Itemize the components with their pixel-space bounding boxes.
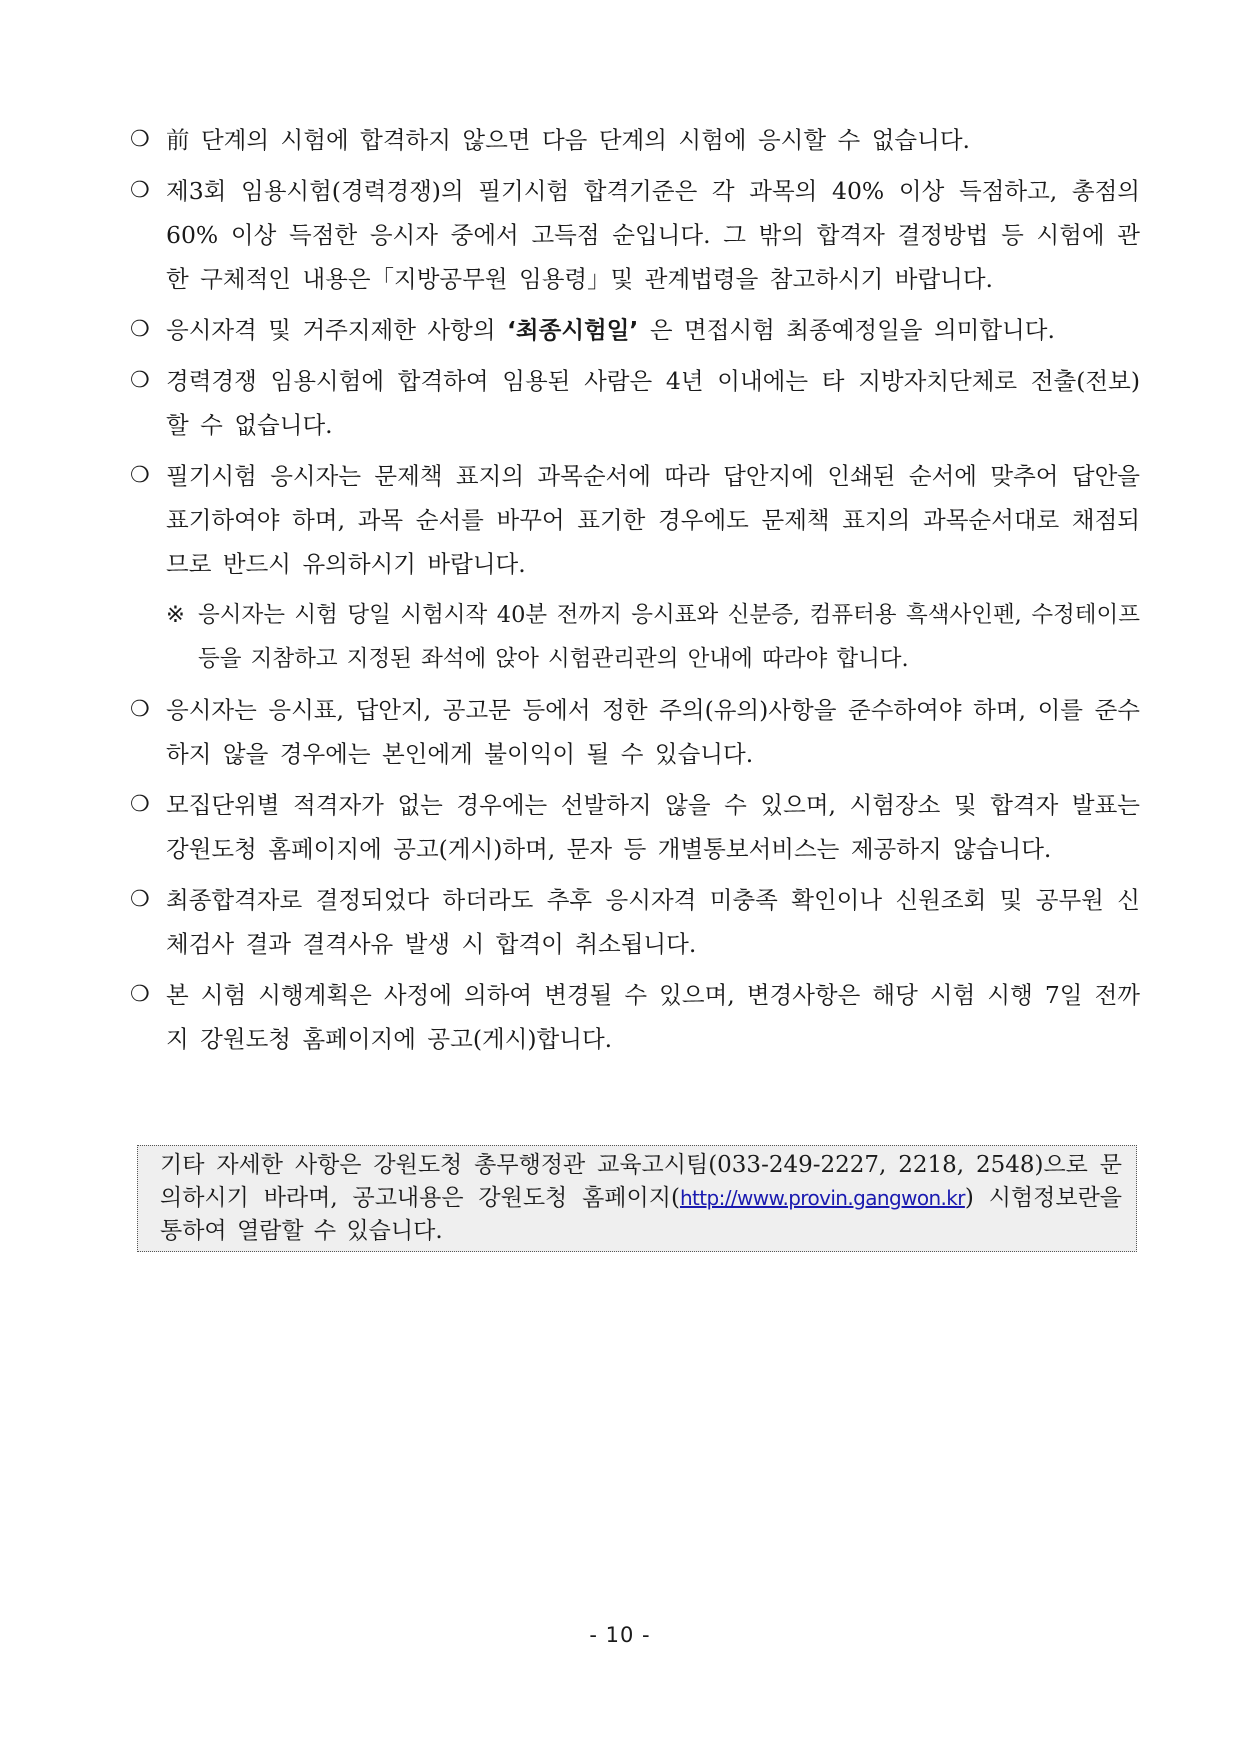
reference-note [130,593,1140,681]
list-item [130,783,1140,871]
list-item [130,359,1140,447]
circle-bullet-icon: ❍ [130,127,150,152]
list-item [130,878,1140,966]
item-text: 응시자는 응시표, 답안지, 공고문 등에서 정한 주의(유의)사항을 준수하여야 하며, 이를 준수하지 않을 경우에는 본인에게 불이익이 될 수 있습니다. [166,696,1140,768]
list-item [130,118,1140,162]
item-text-before: 응시자격 및 거주지제한 사항의 [166,316,507,344]
item-text: 모집단위별 적격자가 없는 경우에는 선발하지 않을 수 있으며, 시험장소 및 합격자 발표는 강원도청 홈페이지에 공고(게시)하며, 문자 등 개별통보서비스는 제공하지 않습니다. [166,791,1140,863]
final-exam-date-emphasis: ‘최종시험일’ [507,316,639,344]
item-text: 필기시험 응시자는 문제책 표지의 과목순서에 따라 답안지에 인쇄된 순서에 맞추어 답안을 표기하여야 하며, 과목 순서를 바꾸어 표기한 경우에도 문제책 표지의 과목순서대로 채점되므로 반드시 유의하시기 바랍니다. [166,462,1140,578]
list-item [130,308,1140,352]
list-item [130,688,1140,776]
circle-bullet-icon: ❍ [130,178,150,203]
circle-bullet-icon: ❍ [130,982,150,1007]
info-text-before: 기타 자세한 사항은 강원도청 총무행정관 교육고시팀(033-249-2227, 2218, 2548)으로 문의하시기 바라며, 공고내용은 강원도청 홈페이지( [160,1152,1122,1211]
note-text: 응시자는 시험 당일 시험시작 40분 전까지 응시표와 신분증, 컴퓨터용 흑색사인펜, 수정테이프 등을 지참하고 지정된 좌석에 앉아 시험관리관의 안내에 따라야 합니다. [198,602,1140,672]
item-text: 前 단계의 시험에 합격하지 않으면 다음 단계의 시험에 응시할 수 없습니다. [166,126,970,154]
circle-bullet-icon: ❍ [130,368,150,393]
circle-bullet-icon: ❍ [130,463,150,488]
item-text: 제3회 임용시험(경력경쟁)의 필기시험 합격기준은 각 과목의 40% 이상 득점하고, 총점의 60% 이상 득점한 응시자 중에서 고득점 순입니다. 그 밖의 합격자 결정방법 등 시험에 관한 구체적인 내용은「지방공무원 임용령」및 관계법령을 참고하시기 바랍니다. [166,177,1140,293]
info-text-after: ) 시험정보란을 통하여 열람할 수 있습니다. [160,1185,1123,1244]
page-number: - 10 - [589,1623,651,1647]
notice-list [130,118,1140,1068]
circle-bullet-icon: ❍ [130,792,150,817]
item-text-after: 은 면접시험 최종예정일을 의미합니다. [638,316,1055,344]
homepage-link[interactable]: http://www.provin.gangwon.kr [679,1186,965,1210]
reference-mark-icon: ※ [166,602,185,628]
list-item [130,973,1140,1061]
list-item [130,454,1140,586]
circle-bullet-icon: ❍ [130,697,150,722]
list-item [130,169,1140,301]
circle-bullet-icon: ❍ [130,887,150,912]
contact-info-box [137,1145,1137,1252]
item-text: 최종합격자로 결정되었다 하더라도 추후 응시자격 미충족 확인이나 신원조회 및 공무원 신체검사 결과 결격사유 발생 시 합격이 취소됩니다. [166,886,1140,958]
circle-bullet-icon: ❍ [130,317,150,342]
item-text: 본 시험 시행계획은 사정에 의하여 변경될 수 있으며, 변경사항은 해당 시험 시행 7일 전까지 강원도청 홈페이지에 공고(게시)합니다. [166,981,1140,1053]
item-text: 경력경쟁 임용시험에 합격하여 임용된 사람은 4년 이내에는 타 지방자치단체로 전출(전보)할 수 없습니다. [166,367,1140,439]
